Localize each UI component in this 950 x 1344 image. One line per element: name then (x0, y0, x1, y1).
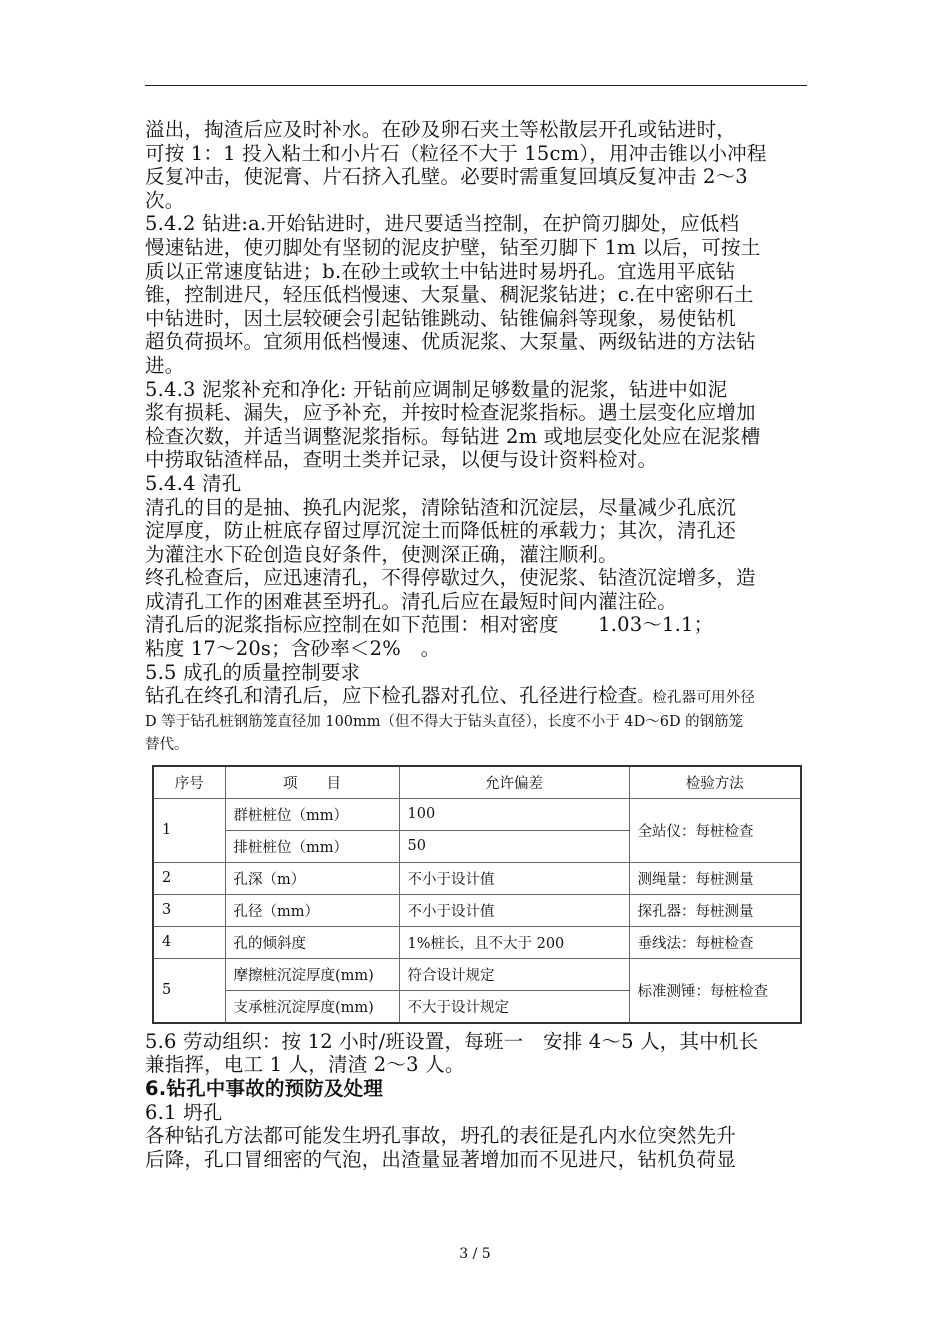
cell-method: 全站仪：每桩检查 (629, 798, 801, 862)
cell-method: 测绳量：每桩测量 (629, 862, 801, 894)
text-line: 终孔检查后，应迅速清孔，不得停歇过久，使泥浆、钻渣沉淀增多，造 (145, 566, 756, 590)
text-line: 进。 (145, 353, 185, 377)
text-line: 反复冲击，使泥膏、片石挤入孔壁。必要时需重复回填反复冲击 2～3 (145, 165, 748, 189)
table-row (153, 926, 801, 958)
header-cell: 检验方法 (629, 766, 801, 799)
cell-no: 3 (153, 894, 225, 926)
quality-control-table (152, 765, 802, 1024)
text-line: 5.5 成孔的质量控制要求 (145, 660, 361, 684)
cell-item: 孔的倾斜度 (225, 926, 399, 958)
cell-tolerance: 不小于设计值 (399, 862, 629, 894)
text-line: 粘度 17～20s；含砂率＜2% 。 (145, 637, 441, 661)
cell-tolerance: 50 (399, 830, 629, 862)
header-cell: 允许偏差 (399, 766, 629, 799)
cell-tolerance: 100 (399, 798, 629, 830)
table-row (153, 862, 801, 894)
text-line-small: 替代。 (145, 736, 189, 753)
cell-no: 5 (153, 958, 225, 1023)
header-cell: 项 目 (225, 766, 399, 799)
cell-item: 群桩桩位（mm） (225, 798, 399, 830)
text-line: 5.6 劳动组织：按 12 小时/班设置，每班一 安排 4～5 人，其中机长 (145, 1029, 759, 1053)
text-line: 5.4.4 清孔 (145, 471, 242, 495)
text-line: 可按 1：1 投入粘土和小片石（粒径不大于 15cm），用冲击锥以小冲程 (145, 141, 767, 165)
text-line: 锥，控制进尺，轻压低档慢速、大泵量、稠泥浆钻进；c.在中密卵石土 (145, 283, 754, 307)
cell-item: 摩擦桩沉淀厚度(mm) (225, 958, 399, 990)
cell-tolerance: 不小于设计值 (399, 894, 629, 926)
cell-no: 1 (153, 798, 225, 862)
table-row (153, 894, 801, 926)
text-line: 5.4.3 泥浆补充和净化: 开钻前应调制足够数量的泥浆，钻进中如泥 (145, 377, 728, 401)
table-row (153, 958, 801, 990)
cell-no: 2 (153, 862, 225, 894)
text-block-bottom (145, 1030, 807, 1172)
cell-method: 垂线法：每桩检查 (629, 926, 801, 958)
page-number: 3 / 5 (459, 1246, 491, 1262)
cell-method: 标准测锤：每桩检查 (629, 958, 801, 1023)
cell-item: 孔径（mm） (225, 894, 399, 926)
text-line: 中捞取钻渣样品，查明土类并记录，以便与设计资料检对。 (145, 448, 658, 472)
text-line: 为灌注水下砼创造良好条件，使测深正确，灌注顺利。 (145, 542, 618, 566)
text-line: 5.4.2 钻进:a.开始钻进时，进尺要适当控制，在护筒刃脚处，应低档 (145, 212, 740, 236)
table-header-row (153, 766, 801, 799)
text-line: 清孔的目的是抽、换孔内泥浆，清除钻渣和沉淀层，尽量减少孔底沉 (145, 495, 737, 519)
text-line: 浆有损耗、漏失，应予补充，并按时检查泥浆指标。遇土层变化应增加 (145, 401, 756, 425)
cell-item: 孔深（m） (225, 862, 399, 894)
text-line-small: D 等于钻孔桩钢筋笼直径加 100mm（但不得大于钻头直径），长度不小于 4D～6D 的钢筋笼 (145, 713, 744, 730)
text-line: 各种钻孔方法都可能发生坍孔事故，坍孔的表征是孔内水位突然先升 (145, 1124, 737, 1148)
header-rule (145, 85, 807, 86)
text-line: 溢出，掏渣后应及时补水。在砂及卵石夹土等松散层开孔或钻进时， (145, 118, 737, 141)
text-line: 超负荷损坏。宜须用低档慢速、优质泥浆、大泵量、两级钻进的方法钻 (145, 330, 756, 354)
table-row (153, 798, 801, 830)
inspection-text-small: 。检孔器可用外径 (637, 690, 756, 707)
text-line: 淀厚度，防止桩底存留过厚沉淀土而降低桩的承载力；其次，清孔还 (145, 519, 737, 543)
text-line: 清孔后的泥浆指标应控制在如下范围：相对密度 1.03～1.1； (145, 613, 714, 637)
text-line: 检查次数，并适当调整泥浆指标。每钻进 2m 或地层变化处应在泥浆槽 (145, 424, 761, 448)
text-line: 6.1 坍孔 (145, 1100, 223, 1124)
cell-method: 探孔器：每桩测量 (629, 894, 801, 926)
text-line: 兼指挥，电工 1 人，清渣 2～3 人。 (145, 1053, 465, 1077)
text-line: 次。 (145, 188, 185, 212)
text-line: 质以正常速度钻进；b.在砂土或软土中钻进时易坍孔。宜选用平底钻 (145, 259, 736, 283)
cell-item: 支承桩沉淀厚度(mm) (225, 990, 399, 1023)
inspection-text-large: 钻孔在终孔和清孔后，应下检孔器对孔位、孔径进行检查 (145, 684, 638, 708)
text-line: 中钻进时，因土层较硬会引起钻锥跳动、钻锥偏斜等现象，易使钻机 (145, 306, 737, 330)
text-line: 后降，孔口冒细密的气泡，出渣量显著增加而不见进尺，钻机负荷显 (145, 1147, 737, 1171)
text-block-top (145, 118, 807, 757)
header-cell: 序号 (153, 766, 225, 799)
cell-tolerance: 1%桩长，且不大于 200 (399, 926, 629, 958)
cell-tolerance: 符合设计规定 (399, 958, 629, 990)
cell-tolerance: 不大于设计规定 (399, 990, 629, 1023)
text-line: 慢速钻进，使刃脚处有坚韧的泥皮护壁，钻至刃脚下 1m 以后，可按土 (145, 235, 761, 259)
document-body (145, 118, 807, 1171)
cell-no: 4 (153, 926, 225, 958)
cell-item: 排桩桩位（mm） (225, 830, 399, 862)
text-line (145, 684, 807, 711)
section-heading: 6.钻孔中事故的预防及处理 (145, 1077, 384, 1101)
text-line: 成清孔工作的困难甚至坍孔。清孔后应在最短时间内灌注砼。 (145, 589, 677, 613)
